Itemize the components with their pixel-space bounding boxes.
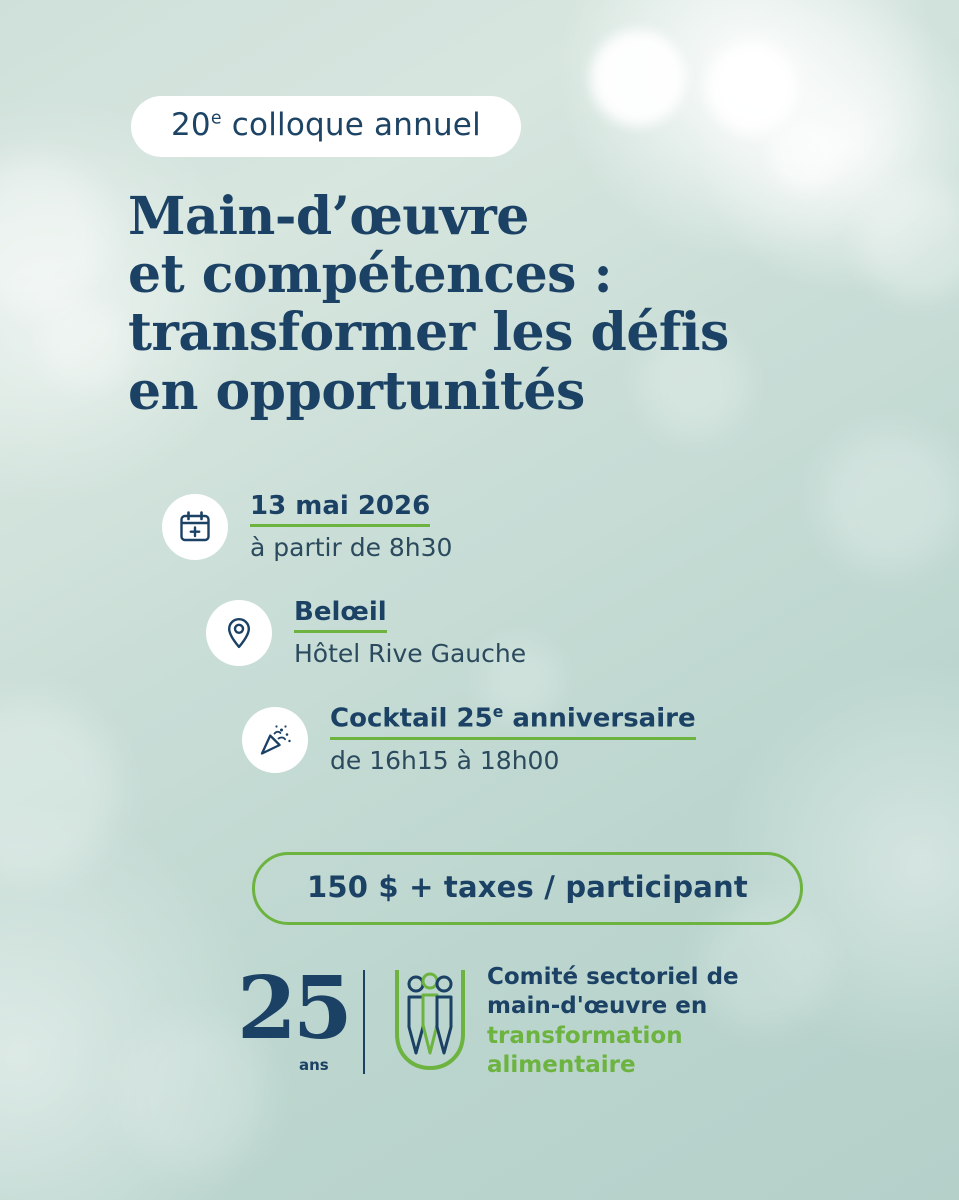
logo-divider — [363, 970, 365, 1074]
detail-row-cocktail — [242, 704, 862, 775]
detail-heading-cocktail — [330, 704, 696, 740]
anniversary-ans-label: ans — [299, 1055, 329, 1074]
org-line-3: transformation — [487, 1022, 683, 1049]
calendar-icon — [162, 494, 228, 560]
detail-sub-cocktail: de 16h15 à 18h00 — [330, 745, 560, 775]
detail-heading-date: 13 mai 2026 — [250, 492, 430, 527]
detail-sub-date: à partir de 8h30 — [250, 533, 453, 563]
cocktail-heading-ordinal: e — [492, 703, 504, 722]
title-line-2: et compétences : — [128, 244, 613, 306]
map-pin-icon — [206, 600, 272, 666]
csmota-symbol-icon — [387, 964, 473, 1079]
title-line-4: en opportunités — [128, 360, 585, 422]
org-line-1: Comité sectoriel de — [487, 964, 739, 990]
price-block — [252, 852, 803, 925]
detail-row-location — [206, 598, 862, 668]
cocktail-heading-tail: anniversaire — [503, 703, 696, 734]
price-pill: 150 $ + taxes / participant — [252, 852, 803, 925]
anniversary-number: 25 — [237, 957, 349, 1059]
event-details — [162, 492, 862, 811]
badge-ordinal-suffix: e — [210, 108, 222, 129]
organization-name — [487, 963, 739, 1081]
badge-text: colloque annuel — [221, 107, 481, 143]
detail-text-cocktail — [330, 704, 696, 775]
annual-badge — [131, 96, 521, 157]
title-line-3: transformer les défis — [128, 302, 729, 364]
title-line-1: Main-d’œuvre — [128, 186, 529, 247]
org-line-4: alimentaire — [487, 1052, 636, 1079]
page-title — [128, 188, 888, 421]
detail-sub-location: Hôtel Rive Gauche — [294, 639, 527, 669]
anniversary-25-mark — [237, 957, 357, 1078]
detail-text-location — [294, 598, 526, 668]
org-line-2: main-d'œuvre en — [487, 993, 708, 1020]
organization-logo — [237, 957, 739, 1081]
badge-number: 20 — [171, 107, 211, 143]
detail-row-date — [162, 492, 862, 562]
cocktail-heading-main: Cocktail 25 — [330, 703, 493, 734]
party-popper-icon — [242, 707, 308, 773]
annual-badge-pill — [131, 96, 521, 157]
detail-text-date — [250, 492, 452, 562]
detail-heading-location: Belœil — [294, 598, 387, 633]
